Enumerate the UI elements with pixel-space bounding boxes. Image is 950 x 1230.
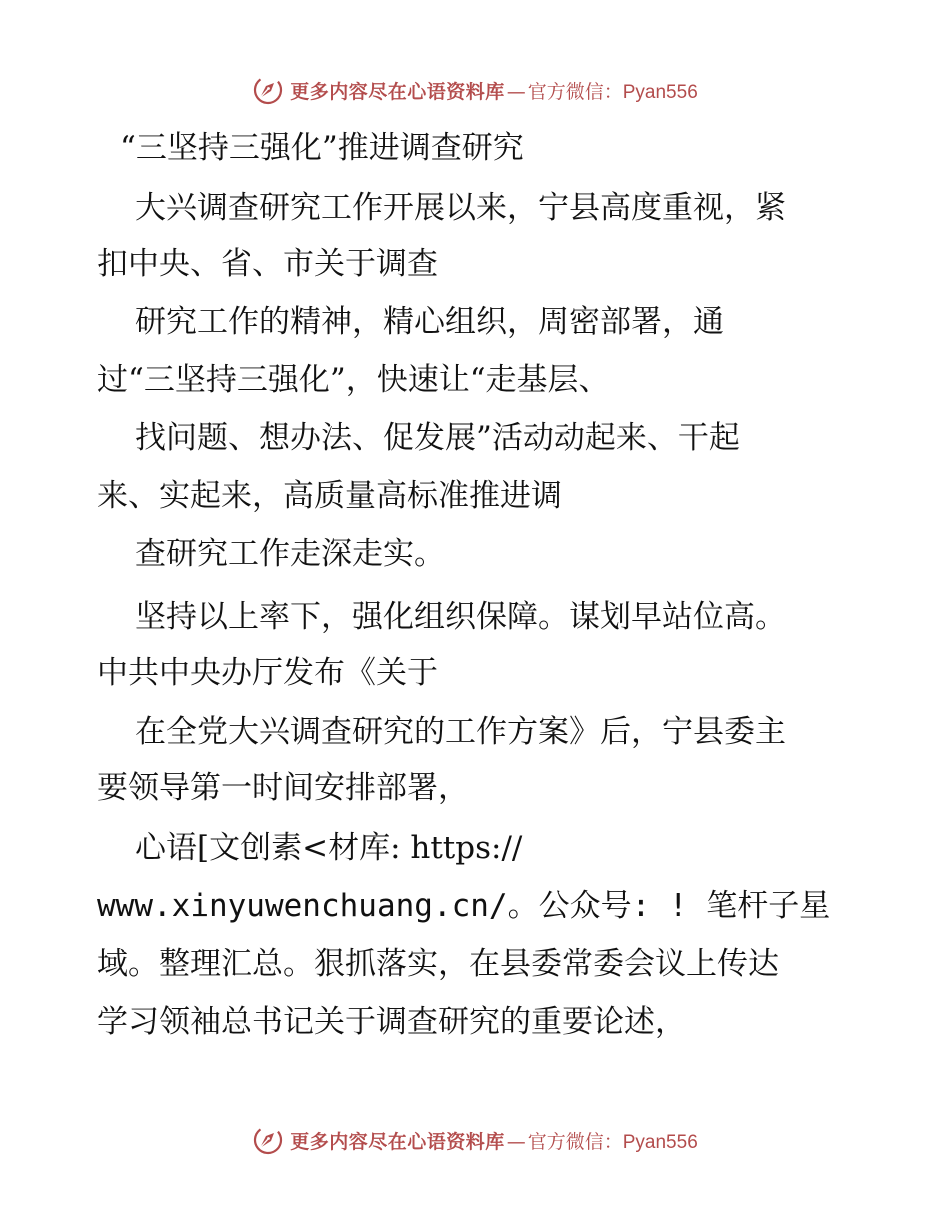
document-title: “三坚持三强化”推进调查研究: [120, 130, 524, 166]
text-line: 大兴调查研究工作开展以来，宁县高度重视，紧: [135, 190, 786, 226]
watermark-dash: —: [506, 1130, 526, 1153]
text-line: 域。整理汇总。狠抓落实，在县委常委会议上传达: [97, 946, 779, 982]
text-line: 心语[文创素<材库: https://: [135, 830, 523, 866]
watermark-account: Pyan556: [622, 1131, 698, 1153]
text-line: 过“三坚持三强化”，快速让“走基层、: [97, 362, 610, 398]
text-line: 学习领袖总书记关于调查研究的重要论述，: [97, 1004, 686, 1040]
text-line: 扣中央、省、市关于调查: [97, 246, 438, 282]
text-line: 坚持以上率下，强化组织保障。谋划早站位高。: [135, 599, 786, 635]
text-line: 找问题、想办法、促发展”活动动起来、干起: [135, 420, 740, 456]
text-line: 查研究工作走深走实。: [135, 536, 445, 572]
watermark-brand: 更多内容尽在心语资料库: [290, 80, 505, 103]
watermark-dash: —: [506, 80, 526, 103]
text-line: 研究工作的精神，精心组织，周密部署，通: [135, 304, 724, 340]
watermark-brand: 更多内容尽在心语资料库: [290, 1130, 505, 1153]
text-line: 来、实起来，高质量高标准推进调: [97, 478, 562, 514]
text-line: 要领导第一时间安排部署，: [97, 770, 469, 806]
text-line: www.xinyuwenchuang.cn/。公众号: ! 笔杆子星: [97, 888, 831, 924]
watermark-footer: [0, 1120, 950, 1160]
watermark-account: Pyan556: [622, 81, 698, 103]
watermark-label: 官方微信：: [527, 80, 623, 103]
text-line: 中共中央办厅发布《关于: [97, 655, 438, 691]
text-line: 在全党大兴调查研究的工作方案》后，宁县委主: [135, 714, 786, 750]
fountain-pen-nib-icon: [252, 1124, 284, 1156]
watermark-label: 官方微信：: [527, 1130, 623, 1153]
